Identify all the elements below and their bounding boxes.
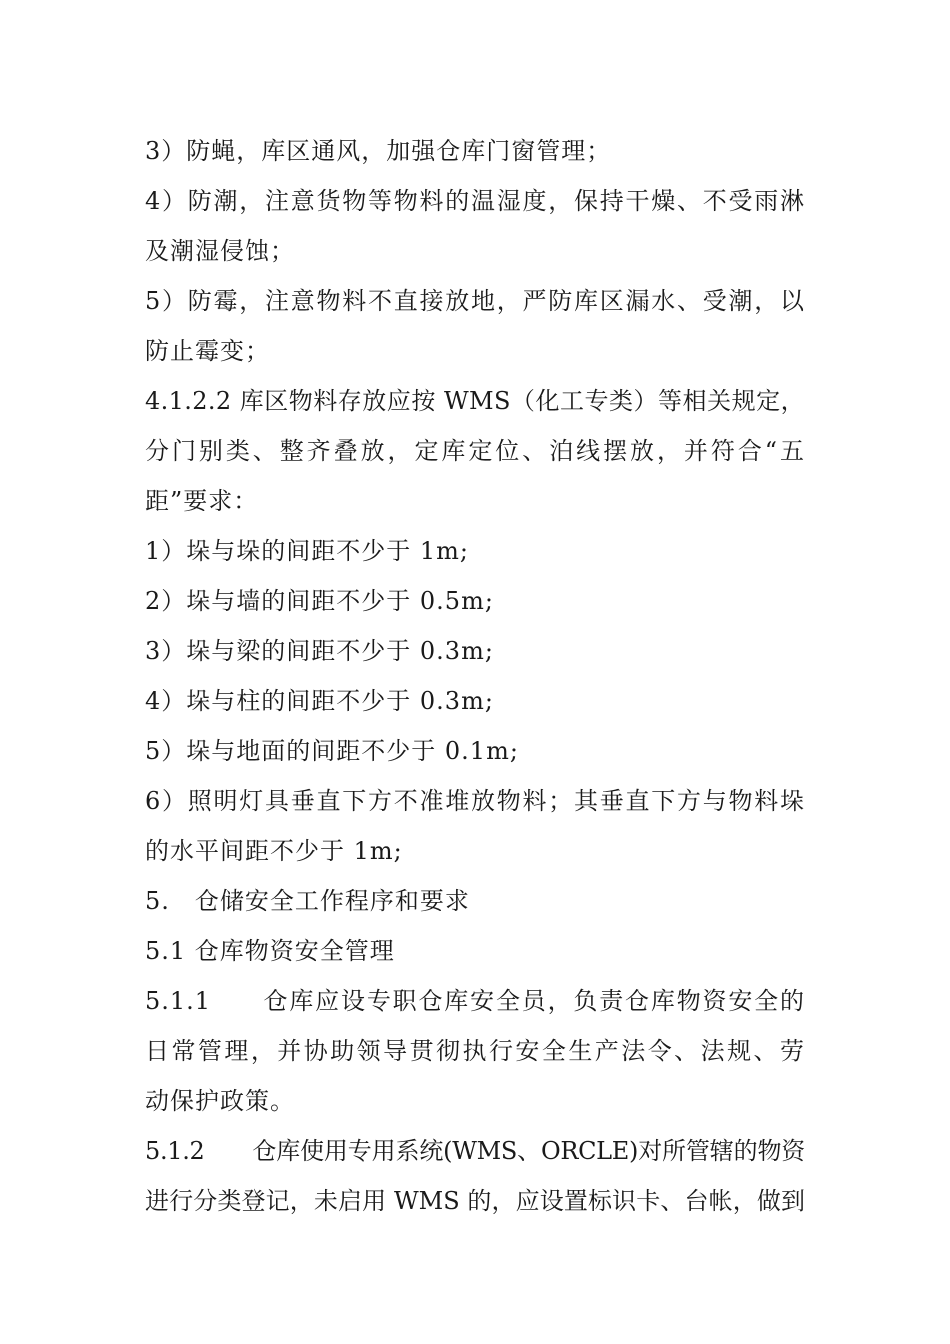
text-line: 分门别类、整齐叠放，定库定位、泊线摆放，并符合“五: [145, 437, 805, 465]
text-line: 5）防霉，注意物料不直接放地，严防库区漏水、受潮，以: [145, 287, 805, 315]
text-line: 3）防蝇，库区通风，加强仓库门窗管理；: [145, 137, 612, 165]
text-line: 5.1.1 仓库应设专职仓库安全员，负责仓库物资安全的: [145, 987, 805, 1015]
document-body: [145, 126, 805, 1226]
section-heading: 5. 仓储安全工作程序和要求: [145, 887, 470, 915]
text-line: 5.1.2 仓库使用专用系统(WMS、ORCLE)对所管辖的物资: [145, 1137, 805, 1165]
text-line: 距”要求：: [145, 487, 259, 515]
text-line: 6）照明灯具垂直下方不准堆放物料；其垂直下方与物料垛: [145, 787, 805, 815]
text-line: 及潮湿侵蚀；: [145, 237, 295, 265]
text-line: 4.1.2.2 库区物料存放应按 WMS（化工专类）等相关规定，: [145, 387, 805, 415]
text-line: 的水平间距不少于 1m;: [145, 837, 403, 865]
text-line: 动保护政策。: [145, 1087, 295, 1115]
subsection-heading: 5.1 仓库物资安全管理: [145, 937, 395, 965]
text-line: 进行分类登记，未启用 WMS 的，应设置标识卡、台帐，做到: [145, 1187, 805, 1215]
text-line: 4）防潮，注意货物等物料的温湿度，保持干燥、不受雨淋: [145, 187, 805, 215]
text-line: 4）垛与柱的间距不少于 0.3m;: [145, 687, 494, 715]
text-line: 日常管理，并协助领导贯彻执行安全生产法令、法规、劳: [145, 1037, 805, 1065]
text-line: 2）垛与墙的间距不少于 0.5m;: [145, 587, 494, 615]
text-line: 防止霉变；: [145, 337, 270, 365]
text-line: 5）垛与地面的间距不少于 0.1m;: [145, 737, 519, 765]
text-line: 3）垛与梁的间距不少于 0.3m;: [145, 637, 494, 665]
text-line: 1）垛与垛的间距不少于 1m;: [145, 537, 470, 565]
